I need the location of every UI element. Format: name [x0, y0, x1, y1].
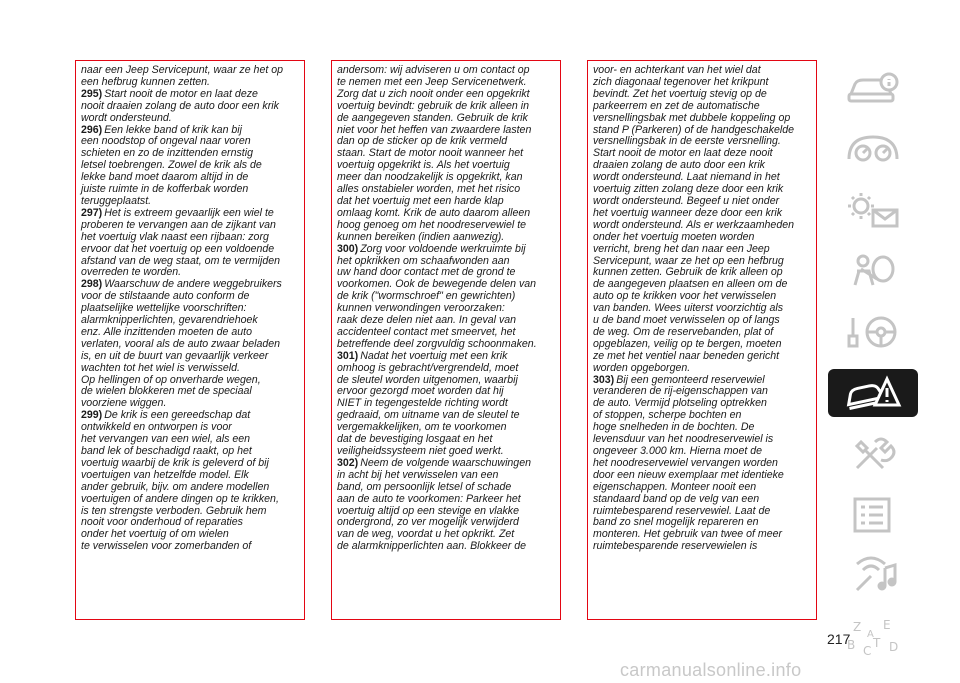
warning-number: 301)	[337, 349, 359, 362]
paragraph-text: Het is extreem gevaarlijk een wiel te proberen te vervangen aan de zijkant van het voertuig vlak naast een rijbaan: zorg ervoor dat het voertuig op een voldoende afstand van de weg staat, om te vermijden overreden te worden.	[81, 206, 281, 279]
maintenance-tools-icon	[843, 434, 903, 474]
warning-number: 302)	[337, 456, 359, 469]
warning-paragraph	[81, 125, 300, 208]
tab-car-info[interactable]	[828, 64, 918, 112]
text-column-1	[75, 60, 305, 620]
warning-paragraph	[337, 244, 556, 351]
paragraph-text: voor- en achterkant van het wiel dat zich diagonaal tegenover het krikpunt bevindt. Zet het voertuig stevig op de parkeerrem en zet de automatische versnellingsbak met dubbele koppeling op stand P (Parkeren) of de handgeschakelde versnellingsbak in de eerste versnelling. Start nooit de motor en laat deze nooit draaien zolang de auto door een krik wordt ondersteund. Laat niemand in het voertuig zitten zolang deze door een krik wordt ondersteund. Begeef u niet onder het voertuig wanneer deze door een krik wordt ondersteund. Als er werkzaamheden onder het voertuig moeten worden verricht, breng het dan naar een Jeep Servicepunt, waar ze het op een hefbrug kunnen zetten. Gebruik de krik alleen op de aangegeven plaatsen en alleen om de auto op te krikken voor het verwisselen van banden. Wees uiterst voorzichtig als u de band moet verwisselen op of langs de weg. Om de reservebanden, plat of opgeblazen, veilig op te bergen, moeten ze met het ventiel naar beneden gericht worden opgeborgen.	[593, 64, 795, 374]
warning-number: 298)	[81, 278, 103, 291]
page-number: 217	[827, 631, 851, 647]
paragraph-text: Zorg voor voldoende werkruimte bij het opkrikken om schaafwonden aan uw hand door contact met de grond te voorkomen. Ook de bewegende delen van de krik ("wormschroef" en gewrichten) kunnen verwondingen veroorzaken: raak deze delen niet aan. In geval van accidenteel contact met smeervet, het betreffende deel zorgvuldig schoonmaken.	[337, 242, 537, 350]
warning-paragraph	[337, 65, 556, 244]
text-column-3	[587, 60, 817, 620]
warning-paragraph	[81, 410, 300, 553]
watermark: carmanualsonline.info	[620, 660, 802, 680]
steering-and-starting-icon	[843, 312, 903, 352]
car-info-icon	[843, 68, 903, 108]
tab-maintenance[interactable]	[828, 430, 918, 478]
technical-data-icon	[843, 495, 903, 535]
warning-paragraph	[81, 65, 300, 89]
svg-text:B: B	[847, 638, 856, 652]
tab-multimedia[interactable]	[828, 552, 918, 600]
paragraph-text: Neem de volgende waarschuwingen in acht bij het verwisselen van een band, om persoonlijk letsel of schade aan de auto te voorkomen: Parkeer het voertuig altijd op een stevige en vlakke ondergrond, zo ver mogelijk verwijderd van de weg, voordat u het opkrikt. Zet de alarmknipperlichten aan. Blokkeer de	[337, 456, 531, 553]
warning-number: 295)	[81, 87, 103, 100]
paragraph-text: Bij een gemonteerd reservewiel veranderen de rij-eigenschappen van de auto. Vermijd plotseling optrekken of stoppen, scherpe bochten en hoge snelheden in de bochten. De levensduur van het noodreservewiel is ongeveer 3.000 km. Hierna moet de het noodreservewiel vervangen worden door een nieuw exemplaar met identieke eigenschappen. Monteer nooit een standaard band op de velg van een ruimtebesparend reservewiel. Laat de band zo snel mogelijk repareren en monteren. Het gebruik van twee of meer ruimtebesparende reservewielen is	[593, 373, 784, 553]
tab-dashboard[interactable]	[828, 125, 918, 173]
paragraph-text: Een lekke band of krik kan bij een noodstop of ongeval naar voren schieten en zo de inzittenden ernstig letsel toebrengen. Zowel de krik als de lekke band moet daarom altijd in de juiste ruimte in de kofferbak worden teruggeplaatst.	[81, 123, 262, 207]
warning-paragraph	[593, 375, 812, 554]
paragraph-text: naar een Jeep Servicepunt, waar ze het op een hefbrug kunnen zetten.	[81, 64, 284, 88]
airbag-safety-icon	[843, 251, 903, 291]
tab-lights-display[interactable]	[828, 186, 918, 234]
tab-emergency[interactable]	[828, 369, 918, 417]
svg-text:D: D	[889, 640, 899, 654]
warning-paragraph	[593, 65, 812, 375]
svg-text:Z: Z	[853, 620, 862, 634]
tab-safety[interactable]	[828, 247, 918, 295]
warning-paragraph	[81, 89, 300, 125]
tab-starting-driving[interactable]	[828, 308, 918, 356]
warning-paragraph	[337, 458, 556, 553]
warning-number: 299)	[81, 409, 103, 422]
tab-technical-data[interactable]	[828, 491, 918, 539]
multimedia-icon	[843, 556, 903, 596]
dashboard-gauges-icon	[843, 129, 903, 169]
warning-paragraph	[81, 279, 300, 410]
paragraph-text: De krik is een gereedschap dat ontwikkeld en ontworpen is voor het vervangen van een wiel, als een band lek of beschadigd raakt, op het voertuig waarbij de krik is geleverd of bij voertuigen van hetzelfde model. Elk ander gebruik, bijv. om andere modellen voertuigen of andere dingen op te krikken, is ten strengste verboden. Gebruik hem nooit voor onderhoud of reparaties onder het voertuig of om wielen te verwisselen voor zomerbanden of	[81, 409, 279, 553]
warning-number: 297)	[81, 206, 103, 219]
svg-text:E: E	[883, 618, 891, 632]
paragraph-text: andersom: wij adviseren u om contact op te nemen met een Jeep Servicenetwerk. Zorg dat u zich nooit onder een opgekrikt voertuig bevindt: gebruik de krik alleen in de aangegeven standen. Gebruik de krik niet voor het heffen van zwaardere lasten dan op de sticker op de krik vermeld staan. Start de motor nooit wanneer het voertuig opgekrikt is. Als het voertuig meer dan noodzakelijk is opgekrikt, kan alles onstabieler worden, met het risico dat het voertuig met een harde klap omlaag komt. Krik de auto daarom alleen hoog genoeg om het noodreservewiel te kunnen bereiken (indien aanwezig).	[337, 64, 532, 243]
svg-text:A: A	[867, 629, 874, 640]
paragraph-text: Start nooit de motor en laat deze nooit draaien zolang de auto door een krik wordt ondersteund.	[81, 87, 279, 124]
index-letters-icon	[843, 617, 903, 657]
warning-paragraph	[337, 351, 556, 458]
warning-number: 300)	[337, 242, 359, 255]
svg-text:T: T	[873, 636, 881, 650]
chapter-tabs-sidebar	[828, 64, 922, 674]
paragraph-text: Waarschuw de andere weggebruikers voor de stilstaande auto conform de plaatselijke wettelijke voorschriften: alarmknipperlichten, gevarendriehoek enz. Alle inzittenden moeten de auto verlaten, vooral als de auto zwaar beladen is, en uit de buurt van gevaarlijk verkeer wachten tot het wiel is verwisseld. Op hellingen of op onverharde wegen, de wielen blokkeren met de speciaal voorziene wiggen.	[81, 278, 282, 410]
warning-paragraph	[81, 208, 300, 279]
svg-text:C: C	[863, 644, 872, 657]
warning-number: 303)	[593, 373, 615, 386]
paragraph-text: Nadat het voertuig met een krik omhoog is gebracht/vergrendeld, moet de sleutel worden uitgenomen, waarbij ervoor gezorgd moet worden dat hij NIET in tegengestelde richting wordt gedraaid, om uitname van de sleutel te vergemakkelijken, om te voorkomen dat de bevestiging losgaat en het veiligheidssysteem niet goed werkt.	[337, 349, 520, 457]
breakdown-emergency-icon	[843, 373, 903, 413]
warning-number: 296)	[81, 123, 103, 136]
text-column-2	[331, 60, 561, 620]
lights-and-display-icon	[843, 190, 903, 230]
